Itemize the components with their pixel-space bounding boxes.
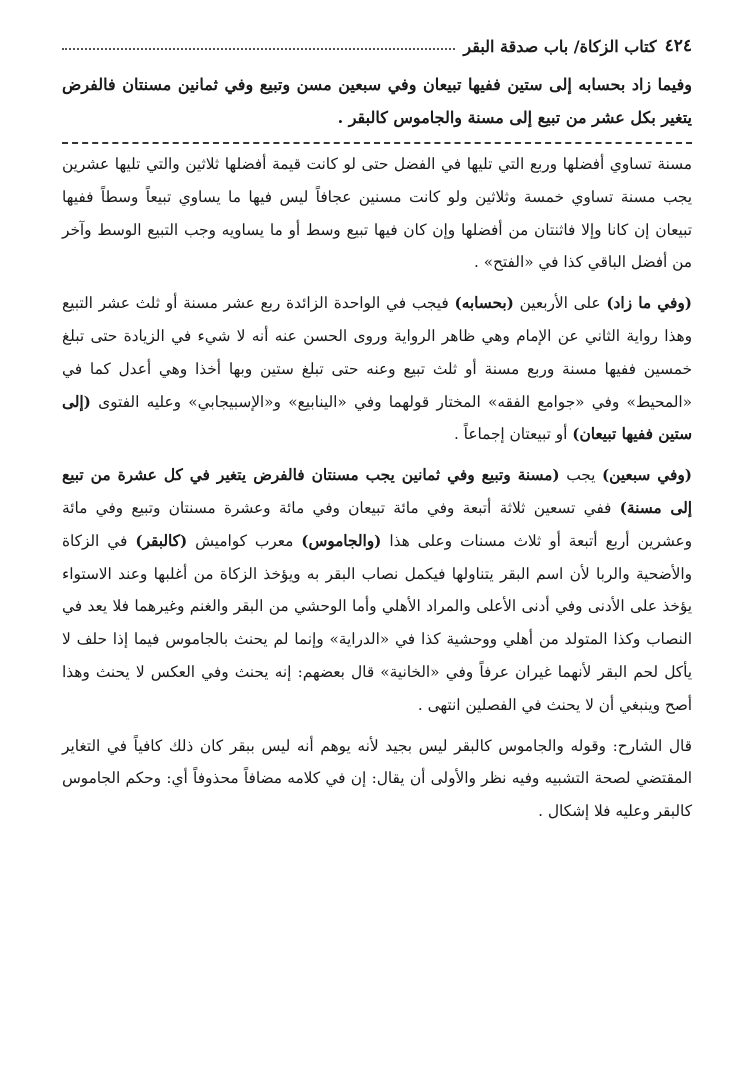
section-separator (62, 142, 692, 144)
commentary-paragraph (62, 287, 692, 451)
commentary-text: فيجب في الواحدة الزائدة ربع عشر مسنة أو ثلث عشر التبيع وهذا رواية الثاني عن الإمام وهي ظاهر الرواية وروى الحسن عنه أنه لا شيء في الزيادة حتى تبلغ خمسين ففيها مسنة وربع مسنة أو ثلث تبيع وعنه حتى تبلغ ستين وبها أخذا وهي أعدل كما في «المحيط» وفي «جوامع الفقه» المختار قولهما وفي «الينابيع» و«الإسبيجابي» وعليه الفتوى (62, 294, 692, 411)
commentary-text: في الزكاة والأضحية والربا لأن اسم البقر يتناولها فيكمل نصاب البقر به ويؤخذ الزكاة من أغلبها وعند الاستواء يؤخذ على الأدنى وفي أدنى الأعلى والمراد الأهلي وأما الوحشي من البقر والغنم وغيرهما فلا يعد في النصاب وكذا المتولد من أهلي ووحشية كذا في «الدراية» وإنما لم يحنث بالجاموس فيما إذا حلف لا يأكل لحم البقر لأنهما غيران عرفاً وفي «الخانية» قال بعضهم: إنه يحنث وفي العكس لا يحنث وهذا أصح وينبغي أن لا يحنث في الفصلين انتهى . (62, 531, 692, 714)
commentary-text: مسنة تساوي أفضلها وربع التي تليها في الفضل حتى لو كانت قيمة أفضلها ثلاثين والتي تليها عشرين يجب مسنة تساوي خمسة وثلاثين ولو كانت مسنين عجافاً ليس فيها ما يساوي تبيعاً وسطاً ففيها تبيعان إن كانا وإلا فاثنتان من أفضلها وإن كان فيها تبيع وسط أو ما يساويه وجب التبيع الوسط وآخر من أفضل الباقي كذا في «الفتح» . (62, 155, 692, 272)
quoted-matn-phrase: (كالبقر) (135, 531, 188, 550)
commentary-paragraph (62, 459, 692, 721)
header-dotted-rule (62, 48, 455, 50)
matn-text: وفيما زاد بحسابه إلى ستين ففيها تبيعان وفي سبعين مسن وتبيع وفي ثمانين مسنتان فالفرض يتغير بكل عشر من تبيع إلى مسنة والجاموس كالبقر . (62, 75, 692, 127)
quoted-matn-phrase: (والجاموس) (301, 531, 382, 550)
quoted-matn-phrase: (بحسابه) (454, 294, 514, 313)
commentary-text: يجب (559, 466, 602, 485)
quoted-matn-phrase: (وفي ما زاد) (606, 294, 692, 313)
commentary-body (62, 148, 692, 828)
commentary-paragraph (62, 730, 692, 828)
commentary-text: معرب كواميش (187, 531, 302, 550)
commentary-text: على الأربعين (513, 294, 607, 313)
commentary-paragraph (62, 148, 692, 279)
commentary-text: قال الشارح: وقوله والجاموس كالبقر ليس بجيد لأنه يوهم أنه ليس ببقر كان ذلك كافياً في التغاير المقتضي لصحة التشبيه وفيه نظر والأولى أن يقال: إن في كلامه مضافاً محذوفاً أي: وحكم الجاموس كالبقر وعليه فلا إشكال . (62, 736, 692, 821)
commentary-text: ففي تسعين ثلاثة أتبعة وفي مائة تبيعان وفي مائة وعشرة مسنتان وتبيع وفي مائة وعشرين أربع أتبعة أو ثلاث مسنات وعلى هذا (62, 498, 692, 550)
chapter-title: كتاب الزكاة/ باب صدقة البقر (463, 37, 657, 56)
page-number: ٤٢٤ (664, 36, 692, 56)
running-header (62, 26, 692, 56)
commentary-text: أو تبيعتان إجماعاً . (453, 425, 573, 444)
quoted-matn-phrase: (إلى ستين ففيها تبيعان) (62, 392, 692, 444)
quoted-matn-phrase: (وفي سبعين) (601, 466, 692, 485)
quoted-matn-phrase: (مسنة وتبيع وفي ثمانين يجب مسنتان فالفرض يتغير في كل عشرة من تبيع إلى مسنة) (62, 466, 692, 517)
